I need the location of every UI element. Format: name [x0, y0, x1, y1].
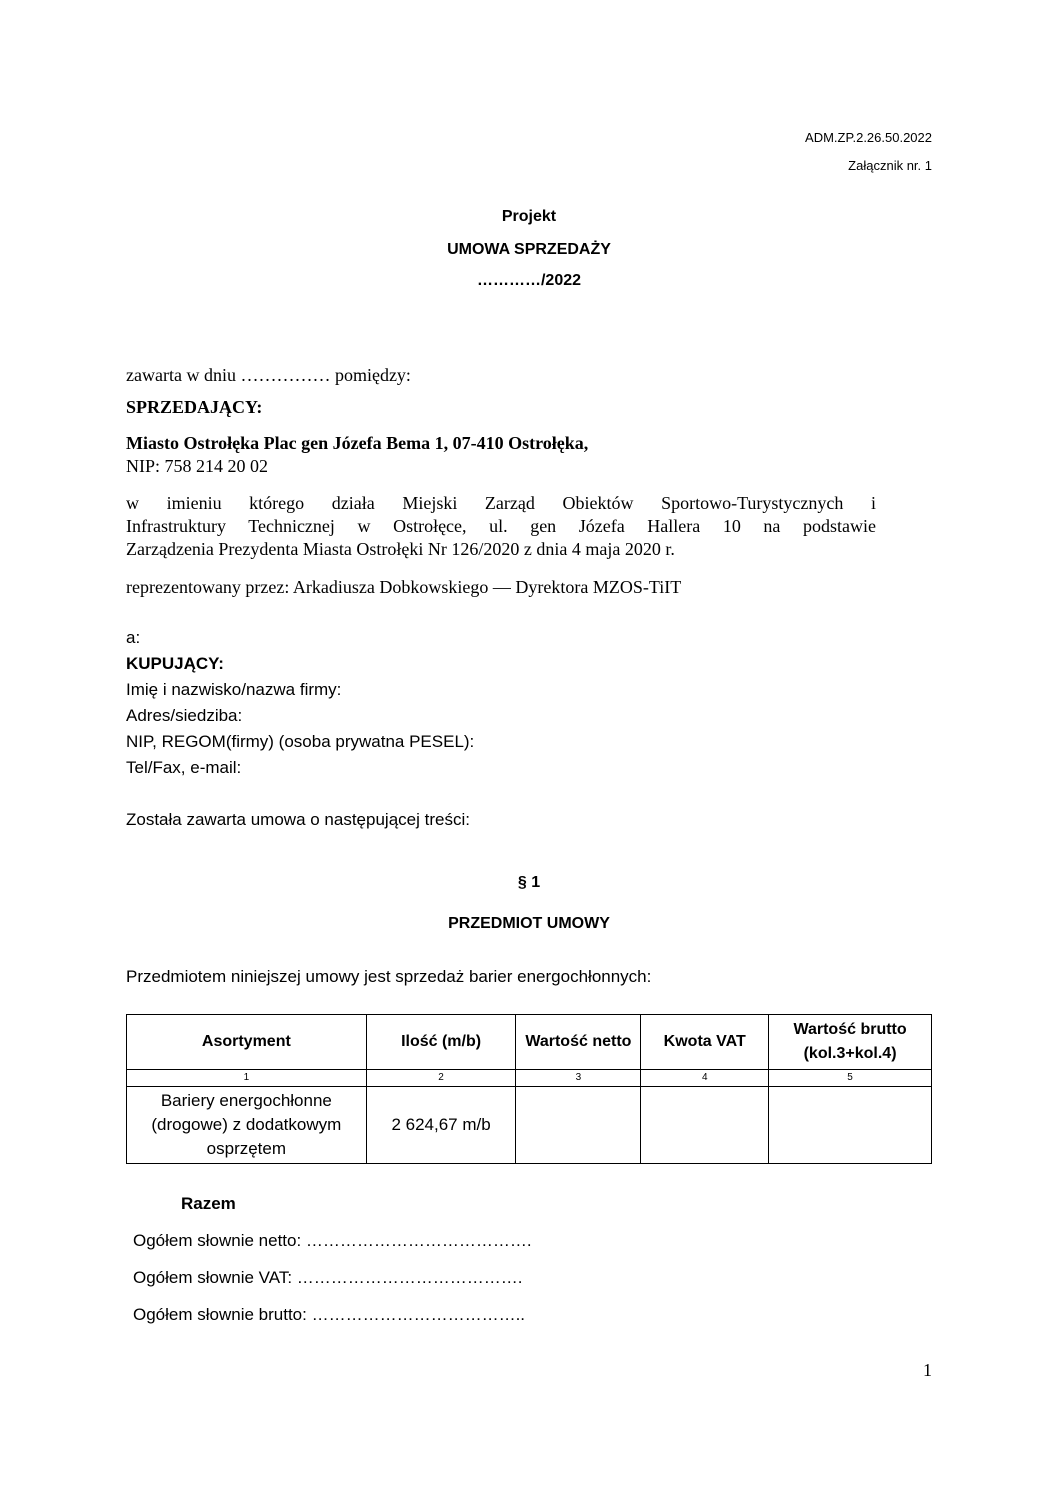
- buyer-and: a:: [126, 628, 141, 647]
- buyer-ids-field: NIP, REGOM(firmy) (osoba prywatna PESEL):: [126, 732, 475, 751]
- table-header: Ilość (m/b): [366, 1015, 516, 1070]
- table-cell: [641, 1087, 769, 1164]
- acting-line: w imieniu którego działa Miejski Zarząd Obiektów Sportowo-Turystycznych i: [126, 493, 876, 513]
- section-title: PRZEDMIOT UMOWY: [448, 915, 610, 932]
- column-number: 4: [641, 1070, 769, 1087]
- total-net-words: Ogółem słownie netto: ………………………………….: [133, 1231, 532, 1250]
- table-cell: 2 624,67 m/b: [366, 1087, 516, 1164]
- table-header-row: [127, 1015, 932, 1070]
- contract-number: …………/2022: [476, 272, 582, 289]
- acting-line: Zarządzenia Prezydenta Miasta Ostrołęki Nr 126/2020 z dnia 4 maja 2020 r.: [126, 539, 675, 559]
- buyer-contact-field: Tel/Fax, e-mail:: [126, 758, 242, 777]
- buyer-heading: KUPUJĄCY:: [126, 654, 224, 673]
- project-label: Projekt: [501, 208, 557, 225]
- subject-line: Przedmiotem niniejszej umowy jest sprzedaż barier energochłonnych:: [126, 967, 652, 986]
- column-number: 5: [769, 1070, 932, 1087]
- items-table: [126, 1014, 932, 1164]
- acting-paragraph: [126, 492, 876, 561]
- total-vat-words: Ogółem słownie VAT: ………………………………….: [133, 1268, 523, 1287]
- column-number: 3: [516, 1070, 641, 1087]
- seller-name: Miasto Ostrołęka Plac gen Józefa Bema 1, 07-410 Ostrołęka,: [126, 433, 589, 453]
- table-row: [127, 1087, 932, 1164]
- table-cell: [516, 1087, 641, 1164]
- buyer-name-field: Imię i nazwisko/nazwa firmy:: [126, 680, 342, 699]
- page-number: 1: [923, 1360, 932, 1380]
- table-header: Kwota VAT: [641, 1015, 769, 1070]
- acting-line: Infrastruktury Technicznej w Ostrołęce, ul. gen Józefa Hallera 10 na podstawie: [126, 516, 876, 536]
- seller-heading: SPRZEDAJĄCY:: [126, 397, 263, 417]
- table-header: Wartość netto: [516, 1015, 641, 1070]
- column-number: 2: [366, 1070, 516, 1087]
- buyer-address-field: Adres/siedziba:: [126, 706, 243, 725]
- column-number: 1: [127, 1070, 367, 1087]
- contract-title: UMOWA SPRZEDAŻY: [447, 241, 611, 258]
- table-header: Wartość brutto (kol.3+kol.4): [769, 1015, 932, 1070]
- contract-intro: Została zawarta umowa o następującej treści:: [126, 810, 470, 829]
- column-number-row: [127, 1070, 932, 1087]
- attachment-label: Załącznik nr. 1: [848, 158, 932, 173]
- totals-label: Razem: [181, 1194, 236, 1213]
- section-number: § 1: [517, 874, 541, 891]
- document-reference: ADM.ZP.2.26.50.2022: [805, 130, 932, 145]
- table-cell: Bariery energochłonne (drogowe) z dodatkowym osprzętem: [127, 1087, 367, 1164]
- concluded-line: zawarta w dniu …………… pomiędzy:: [126, 365, 411, 385]
- table-cell: [769, 1087, 932, 1164]
- seller-nip: NIP: 758 214 20 02: [126, 456, 269, 476]
- table-header: Asortyment: [127, 1015, 367, 1070]
- total-gross-words: Ogółem słownie brutto: ………………………………..: [133, 1305, 526, 1324]
- represented-line: reprezentowany przez: Arkadiusza Dobkowskiego — Dyrektora MZOS-TiIT: [126, 577, 682, 597]
